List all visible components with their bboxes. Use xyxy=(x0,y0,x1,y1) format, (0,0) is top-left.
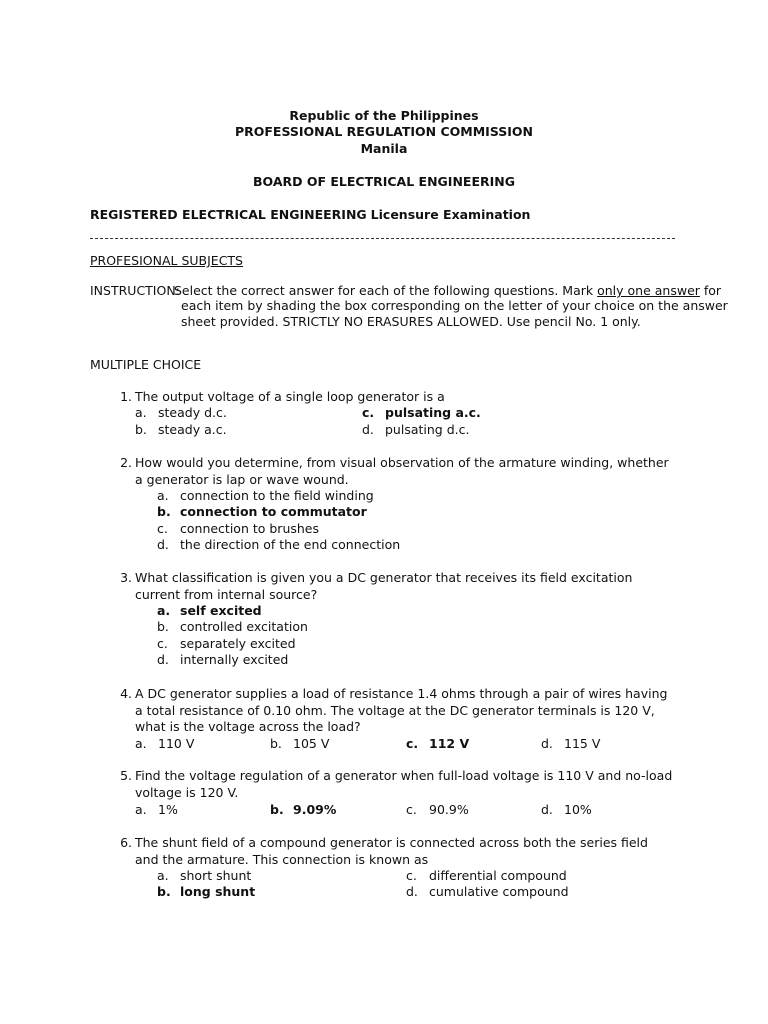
question-text: The output voltage of a single loop generator is a xyxy=(135,389,445,404)
question-number: 2. xyxy=(120,455,132,470)
option-b: b. controlled excitation xyxy=(157,619,308,634)
question-text: How would you determine, from visual observation of the armature winding, whether a generator is lap or wave wound. xyxy=(135,455,669,487)
option-d: d. 10% xyxy=(541,802,592,817)
option-d: d. 115 V xyxy=(541,736,601,751)
option-d: d. cumulative compound xyxy=(406,884,569,899)
option-a: a. steady d.c. xyxy=(135,405,227,420)
option-a: a. connection to the field winding xyxy=(157,488,374,503)
option-b-correct: b. long shunt xyxy=(157,884,256,899)
header-city: Manila xyxy=(360,141,408,156)
option-d: d. pulsating d.c. xyxy=(362,422,470,437)
question-number: 6. xyxy=(120,835,132,850)
header-prc: PROFESSIONAL REGULATION COMMISSION xyxy=(234,124,534,139)
dashed-divider xyxy=(90,238,675,239)
option-b: b. 105 V xyxy=(270,736,330,751)
question-text: The shunt field of a compound generator is connected across both the series field and the armature. This connection is known as xyxy=(135,835,648,867)
option-a: a. short shunt xyxy=(157,868,252,883)
option-c: c. connection to brushes xyxy=(157,521,320,536)
option-b-correct: b. 9.09% xyxy=(270,802,337,817)
question-number: 3. xyxy=(120,570,132,585)
option-b: b. steady a.c. xyxy=(135,422,227,437)
option-b-correct: b. connection to commutator xyxy=(157,504,367,519)
exam-title: REGISTERED ELECTRICAL ENGINEERING Licensure Examination xyxy=(90,207,531,222)
option-a: a. 1% xyxy=(135,802,178,817)
board-title: BOARD OF ELECTRICAL ENGINEERING xyxy=(253,174,515,189)
question-number: 1. xyxy=(120,389,132,404)
question-number: 4. xyxy=(120,686,132,701)
section-heading: PROFESIONAL SUBJECTS xyxy=(90,253,243,268)
option-c-correct: c. pulsating a.c. xyxy=(362,405,481,420)
instruction-line-2: each item by shading the box corresponding on the letter of your choice on the answer xyxy=(181,298,728,313)
option-c: c. 90.9% xyxy=(406,802,469,817)
option-a: a. 110 V xyxy=(135,736,195,751)
question-text: A DC generator supplies a load of resistance 1.4 ohms through a pair of wires having a total resistance of 0.10 ohm. The voltage at the DC generator terminals is 120 V, what is the voltage across the load? xyxy=(135,686,668,734)
question-text: What classification is given you a DC generator that receives its field excitation current from internal source? xyxy=(135,570,633,602)
question-text: Find the voltage regulation of a generator when full-load voltage is 110 V and no-load voltage is 120 V. xyxy=(135,768,673,800)
instruction-label: INSTRUCTION: xyxy=(90,283,180,298)
option-c: c. separately excited xyxy=(157,636,296,651)
question-type: MULTIPLE CHOICE xyxy=(90,357,202,372)
option-c-correct: c. 112 V xyxy=(406,736,470,751)
option-d: d. the direction of the end connection xyxy=(157,537,401,552)
option-a-correct: a. self excited xyxy=(157,603,262,618)
instruction-line-3: sheet provided. STRICTLY NO ERASURES ALLOWED. Use pencil No. 1 only. xyxy=(181,314,641,329)
option-c: c. differential compound xyxy=(406,868,567,883)
instruction-line-1: Select the correct answer for each of the following questions. Mark only one answer for xyxy=(174,283,722,298)
header-republic: Republic of the Philippines xyxy=(289,108,479,123)
option-d: d. internally excited xyxy=(157,652,289,667)
question-number: 5. xyxy=(120,768,132,783)
